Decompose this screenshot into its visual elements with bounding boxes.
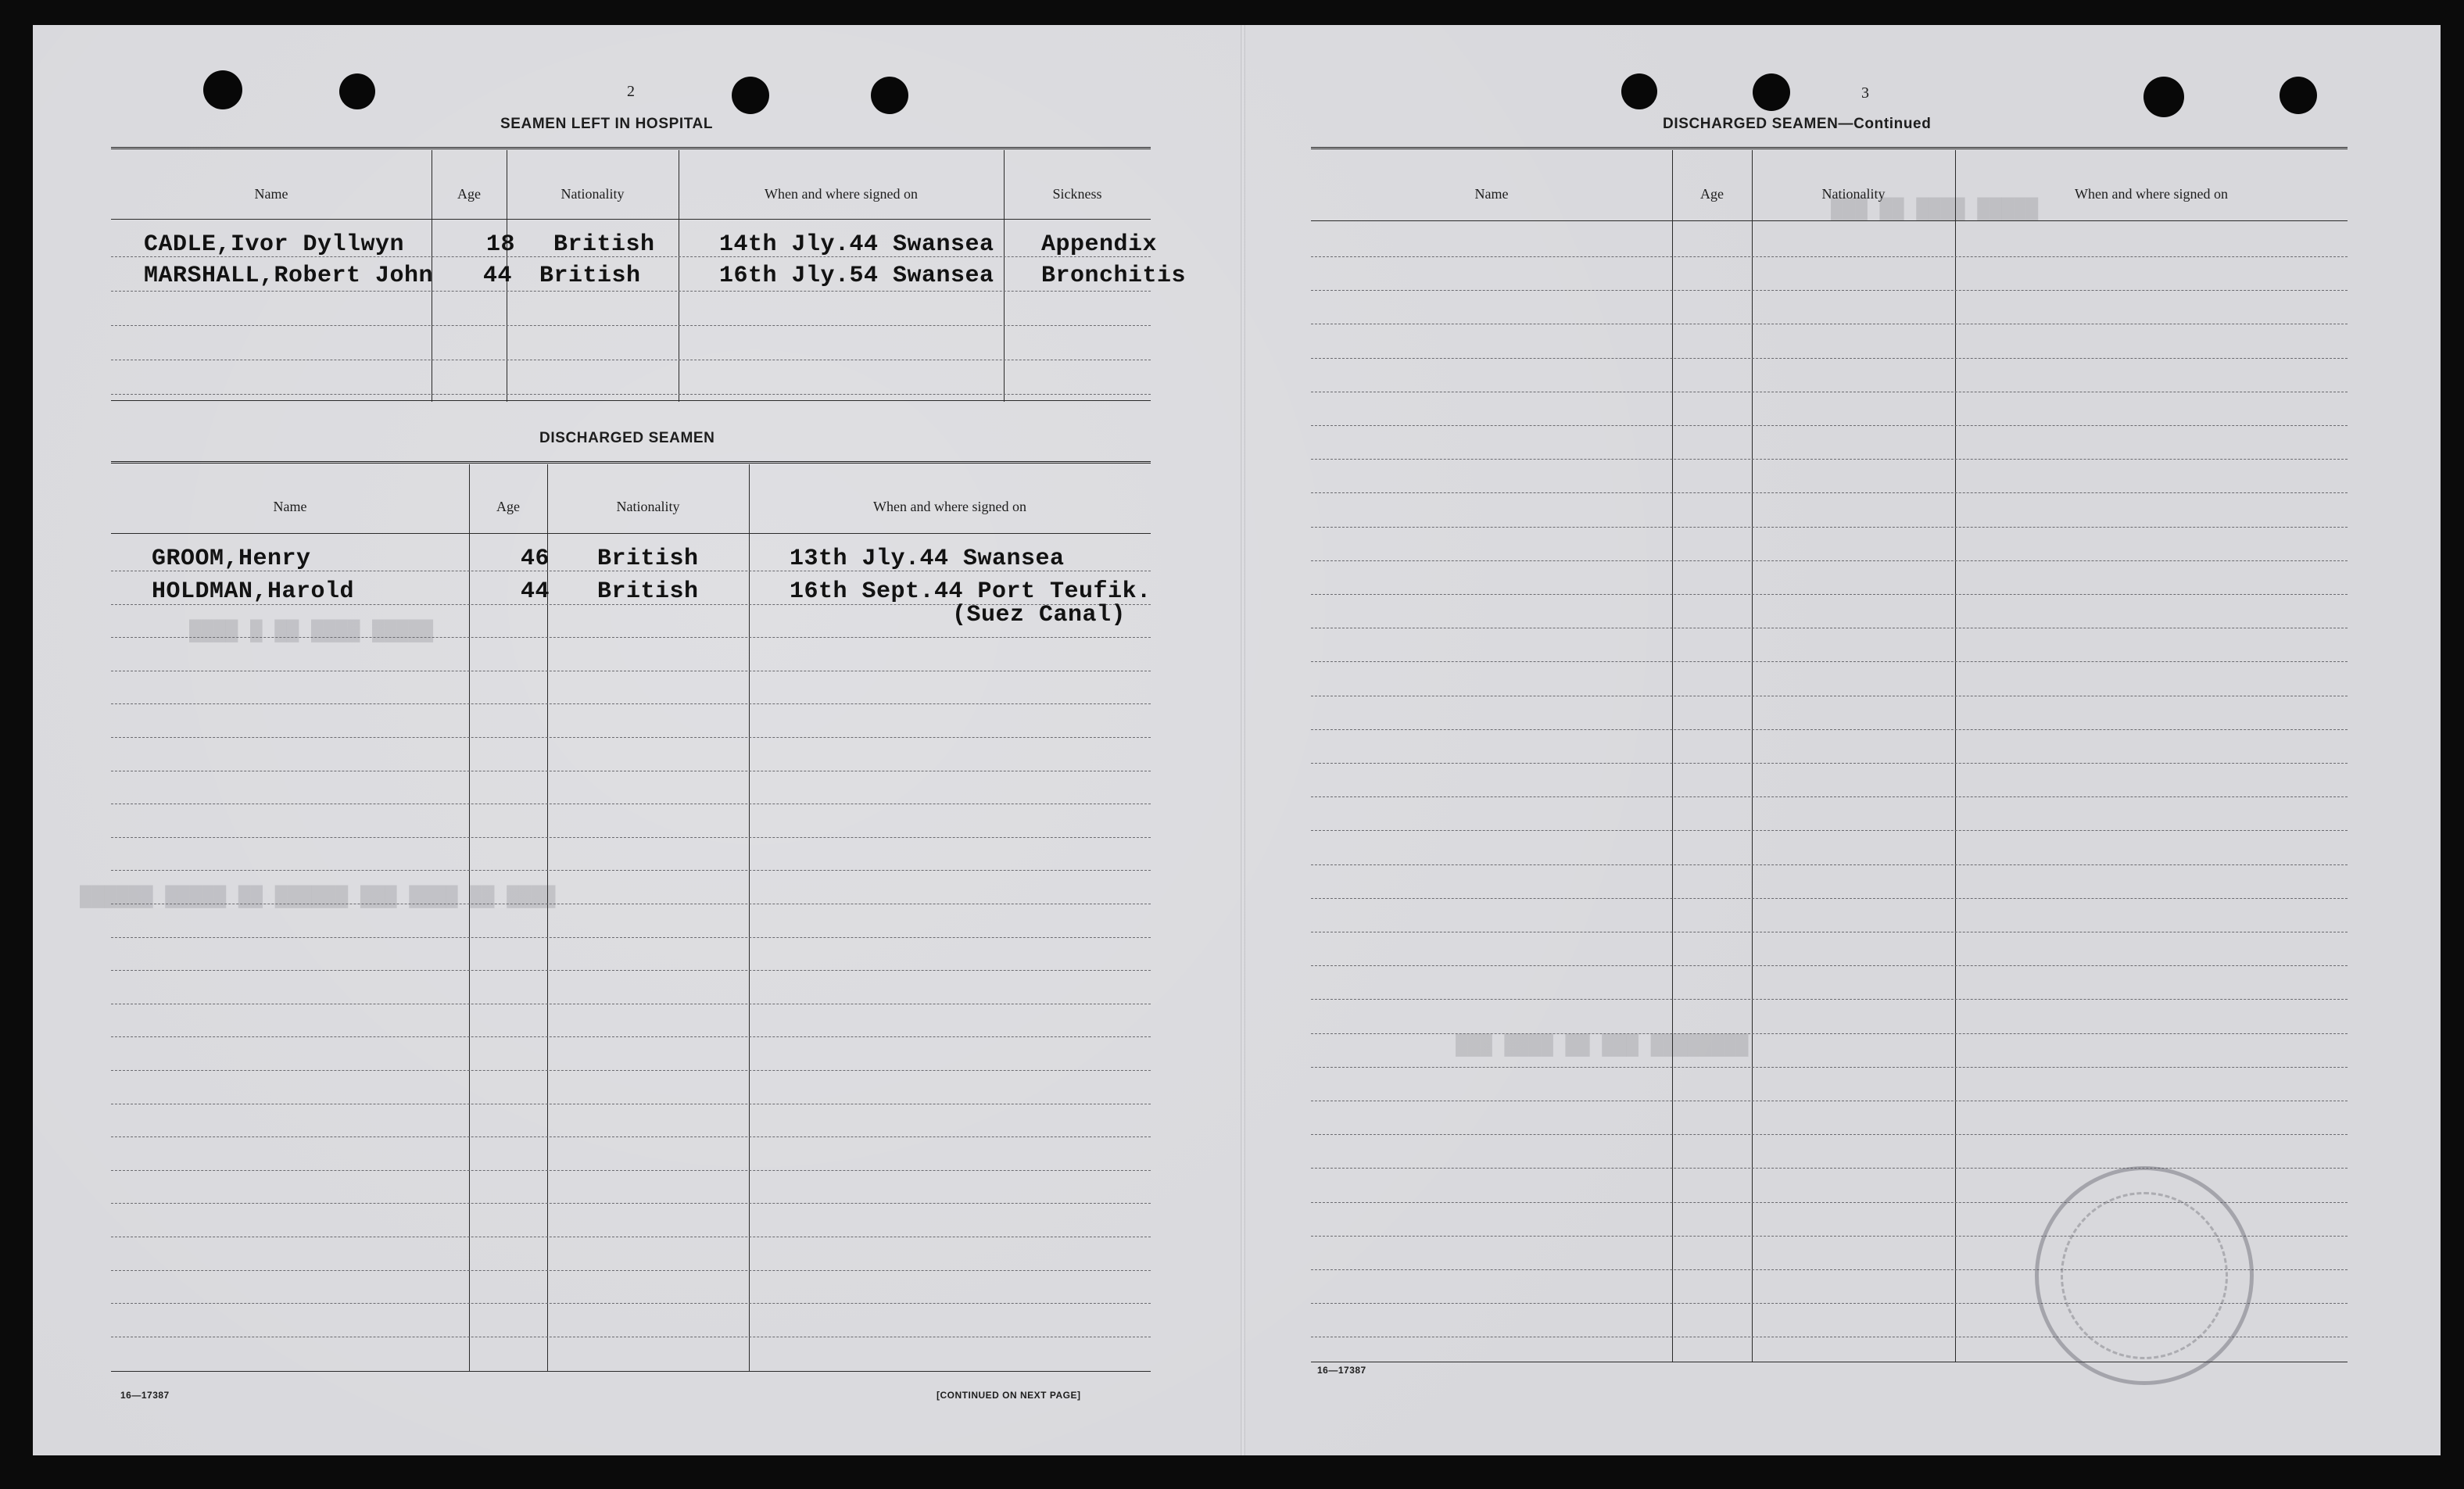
row-line [1311, 1067, 2348, 1068]
hospital-table [111, 147, 1187, 436]
discharged-row2-nationality: British [597, 578, 699, 605]
discharged-row2-age: 44 [521, 578, 550, 605]
bleed-through-text: ████████ ███ ██ ████ ███ [1456, 1033, 1749, 1057]
discharged-row1-nationality: British [597, 546, 699, 572]
discharged-table [111, 461, 1151, 1383]
row-line [111, 737, 1151, 738]
hospital-row1-age: 18 [486, 231, 516, 258]
hospital-row1-name: CADLE,Ivor Dyllwyn [144, 231, 405, 258]
row-line [111, 1070, 1151, 1071]
row-line [111, 1136, 1151, 1137]
row-line [1311, 256, 2348, 257]
row-line [1311, 661, 2348, 662]
hospital-row1-nationality: British [553, 231, 655, 258]
office-stamp [2035, 1166, 2254, 1385]
bleed-through-text: █████ ████ ██ █ ████ [189, 619, 434, 642]
col-header-signed-on: When and where signed on [765, 186, 918, 202]
row-line [1311, 1168, 2348, 1169]
row-line [1311, 1033, 2348, 1034]
row-line [111, 837, 1151, 838]
discharged-row2-note: (Suez Canal) [952, 602, 1126, 628]
page-number: 3 [1861, 84, 1870, 102]
row-line [111, 1203, 1151, 1204]
row-line [111, 870, 1151, 871]
col-header-signed-on: When and where signed on [2075, 186, 2228, 202]
row-line [1311, 796, 2348, 797]
col-header-name: Name [254, 186, 288, 202]
discharged-row1-name: GROOM,Henry [152, 546, 311, 572]
discharged-row1-signed-on: 13th Jly.44 Swansea [790, 546, 1065, 572]
col-header-signed-on: When and where signed on [873, 499, 1026, 514]
col-header-age: Age [457, 186, 481, 202]
row-line [1311, 594, 2348, 595]
row-line [1311, 965, 2348, 966]
header-underline [111, 533, 1151, 534]
table-bottom-line [111, 1371, 1151, 1372]
col-header-age: Age [496, 499, 520, 514]
row-line [1311, 358, 2348, 359]
row-line [111, 1270, 1151, 1271]
bleed-through-text: ████ ██ ████ ███ ██████ ██ █████ ██████ [80, 885, 556, 908]
page-number: 2 [627, 83, 636, 100]
hospital-row2-signed-on: 16th Jly.54 Swansea [719, 263, 994, 289]
col-header-nationality: Nationality [616, 499, 680, 514]
row-line [1311, 425, 2348, 426]
row-line [111, 637, 1151, 638]
section-title-discharged: DISCHARGED SEAMEN [539, 430, 715, 446]
bleed-through-text: █████ ████ ██ ███ [1831, 197, 2039, 220]
column-divider [1004, 150, 1005, 402]
row-line [1311, 763, 2348, 764]
row-line [111, 703, 1151, 704]
row-line [1311, 560, 2348, 561]
row-line [111, 325, 1151, 326]
section-title-hospital: SEAMEN LEFT IN HOSPITAL [500, 116, 714, 132]
table-top-rule [111, 461, 1151, 467]
discharged-row2-name: HOLDMAN,Harold [152, 578, 355, 605]
hospital-row2-name: MARSHALL,Robert John [144, 263, 434, 289]
column-divider [1672, 150, 1673, 1362]
row-line [1311, 830, 2348, 831]
page-2 [33, 25, 1241, 1455]
row-line [111, 1036, 1151, 1037]
row-line [1311, 729, 2348, 730]
table-top-rule [111, 147, 1151, 152]
table-top-rule [1311, 147, 2348, 152]
table-bottom-line [111, 400, 1151, 401]
row-line [111, 291, 1151, 292]
column-divider [469, 464, 470, 1371]
section-title-discharged-continued [1663, 116, 1931, 133]
discharged-row1-age: 46 [521, 546, 550, 572]
row-line [111, 1170, 1151, 1171]
discharged-row2-signed-on: 16th Sept.44 Port Teufik. [790, 578, 1151, 605]
row-line [111, 937, 1151, 938]
hospital-row1-signed-on: 14th Jly.44 Swansea [719, 231, 994, 258]
row-line [1311, 864, 2348, 865]
col-header-nationality: Nationality [560, 186, 625, 202]
row-line [1311, 290, 2348, 291]
document-sheet [33, 25, 2441, 1455]
col-header-sickness: Sickness [1052, 186, 1102, 202]
column-divider [1955, 150, 1956, 1362]
column-divider [1752, 150, 1753, 1362]
page-3 [1245, 25, 2441, 1455]
hospital-row2-age: 44 [483, 263, 513, 289]
hospital-row2-sickness: Bronchitis [1041, 263, 1187, 289]
col-header-name: Name [273, 499, 307, 514]
row-line [1311, 1134, 2348, 1135]
row-line [111, 1303, 1151, 1304]
row-line [1311, 999, 2348, 1000]
header-underline [111, 219, 1151, 220]
row-line [1311, 492, 2348, 493]
row-line [1311, 527, 2348, 528]
row-line [111, 394, 1151, 395]
form-number: 16—17387 [120, 1390, 170, 1401]
row-line [1311, 459, 2348, 460]
col-header-nationality: Nationality [1821, 186, 1886, 202]
form-number: 16—17387 [1317, 1365, 1366, 1376]
row-line [111, 970, 1151, 971]
col-header-age: Age [1700, 186, 1724, 202]
section-title-suffix: —Continued [1838, 116, 1932, 132]
column-divider [749, 464, 750, 1371]
continued-note: [CONTINUED ON NEXT PAGE] [937, 1390, 1081, 1401]
hospital-row2-nationality: British [539, 263, 641, 289]
row-line [1311, 898, 2348, 899]
header-underline [1311, 220, 2348, 221]
col-header-name: Name [1474, 186, 1509, 202]
section-title-text: DISCHARGED SEAMEN [1663, 116, 1839, 132]
hospital-row1-sickness: Appendix [1041, 231, 1158, 258]
